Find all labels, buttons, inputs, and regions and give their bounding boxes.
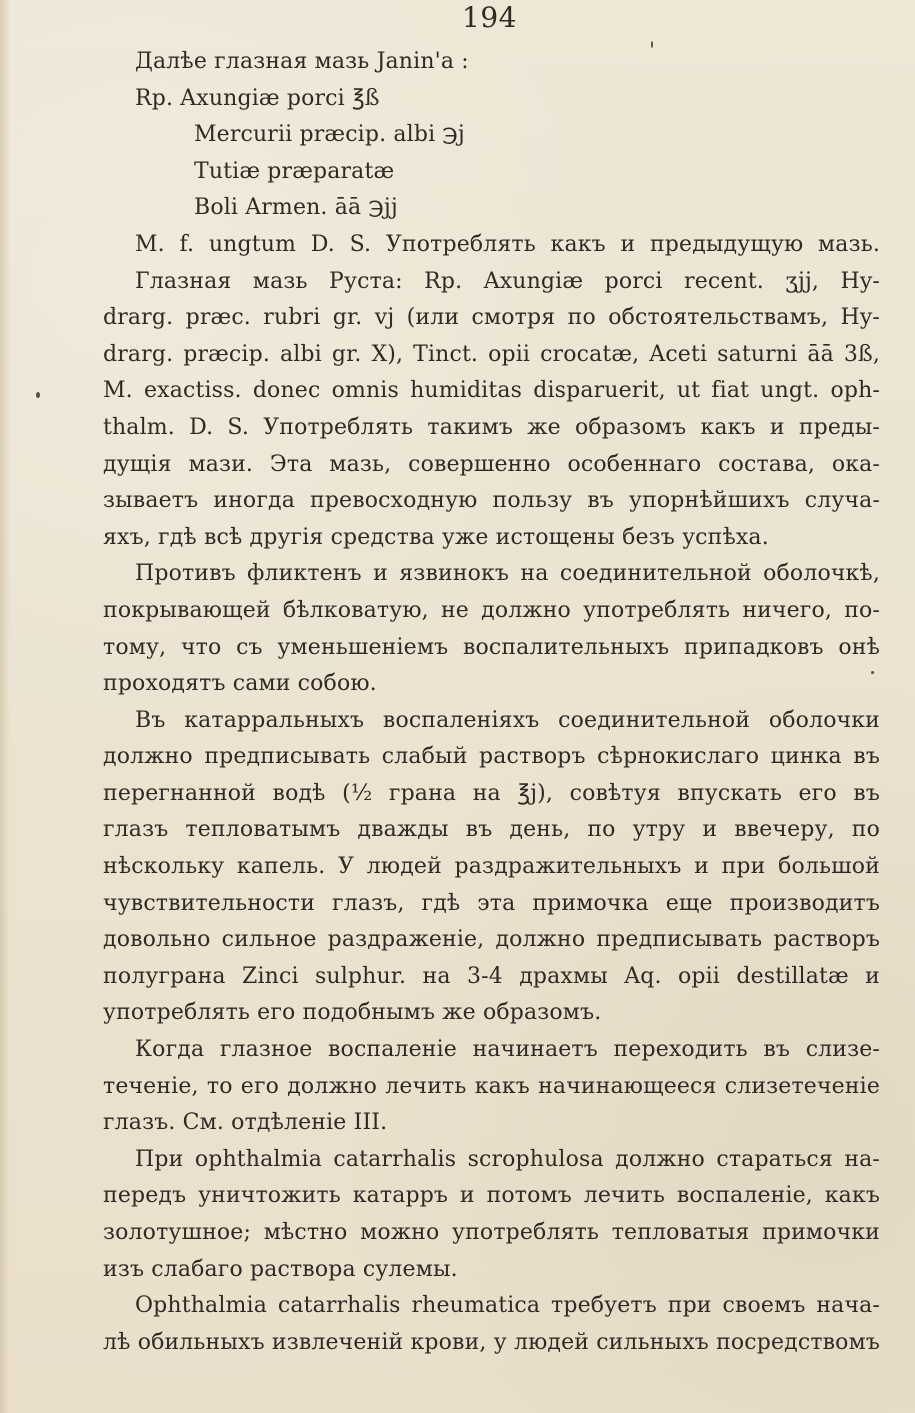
text-line: довольно сильное раздраженіе, должно предписывать растворъ: [103, 927, 880, 953]
text-line: При ophthalmia catarrhalis scrophulosa должно стараться на-: [135, 1146, 880, 1172]
text-line: Глазная мазь Руста: Rp. Axungiæ porci recent. ʒjj, Hy-: [135, 268, 880, 294]
text-line: тому, что съ уменьшеніемъ воспалительныхъ припадковъ онѣ: [103, 634, 880, 660]
text-line: изъ слабаго раствора сулемы.: [103, 1256, 458, 1282]
text-line: полуграна Zinci sulphur. на 3-4 драхмы Aq. opii destillatæ и: [103, 963, 880, 989]
text-line: зываетъ иногда превосходную пользу въ упорнѣйшихъ случа-: [103, 488, 880, 514]
text-line: Ophthalmia catarrhalis rheumatica требуетъ при своемъ нача-: [135, 1293, 880, 1319]
text-line: thalm. D. S. Употреблять такимъ же образомъ какъ и преды-: [103, 414, 880, 440]
text-line: должно предписывать слабый растворъ сѣрнокислаго цинка въ: [103, 744, 880, 770]
text-line: яхъ, гдѣ всѣ другія средства уже истощены безъ успѣха.: [103, 524, 769, 550]
text-line: чувствительности глазъ, гдѣ эта примочка еще производитъ: [103, 890, 880, 916]
text-line: M. f. ungtum D. S. Употреблять какъ и предыдущую мазь.: [135, 231, 880, 257]
text-line: нѣскольку капель. У людей раздражительныхъ и при большой: [103, 854, 880, 880]
text-line: золотушное; мѣстно можно употреблять тепловатыя примочки: [103, 1220, 880, 1245]
text-line: глазъ тепловатымъ дважды въ день, по утру и ввечеру, по: [103, 817, 880, 843]
text-line: Далѣе глазная мазь Janin'a :: [135, 49, 469, 74]
text-line: проходятъ сами собою.: [103, 671, 377, 697]
text-line: передъ уничтожить катарръ и потомъ лечить воспаленіе, какъ: [103, 1183, 880, 1209]
text-line: Въ катарральныхъ воспаленіяхъ соединительной оболочки: [135, 707, 880, 733]
text-line: Rp. Axungiæ porci ℥ß: [135, 85, 380, 111]
page-number: 194: [462, 1, 517, 34]
text-line: дущія мази. Эта мазь, совершенно особеннаго состава, ока-: [103, 451, 880, 477]
text-line: M. exactiss. donec omnis humiditas disparuerit, ut fiat ungt. oph-: [103, 378, 880, 404]
text-line: Boli Armen. āā ℈jj: [194, 195, 398, 221]
text-line: Mercurii præcip. albi ℈j: [194, 122, 465, 148]
text-line: Tutiæ præparatæ: [194, 158, 395, 184]
text-line: теченіе, то его должно лечить какъ начинающееся слизетеченіе: [103, 1073, 880, 1099]
left-margin-speck: [36, 392, 40, 398]
text-line: употреблять его подобнымъ же образомъ.: [103, 1000, 602, 1026]
text-line: лѣ обильныхъ извлеченій крови, у людей сильныхъ посредствомъ: [103, 1329, 880, 1355]
text-line: глазъ. См. отдѣленіе III.: [103, 1110, 388, 1136]
text-line: покрывающей бѣлковатую, не должно употреблять ничего, по-: [103, 597, 880, 623]
text-line: Противъ фликтенъ и язвинокъ на соединительной оболочкѣ,: [135, 561, 880, 587]
text-line: перегнанной водѣ (½ грана на ℥j), совѣтуя впускать его въ: [103, 780, 880, 806]
page-text: [103, 44, 880, 1361]
text-line: drarg. præc. rubri gr. vj (или смотря по обстоятельствамъ, Hy-: [103, 305, 880, 331]
page-edge-shadow: [0, 0, 10, 1413]
text-line: Когда глазное воспаленіе начинаетъ переходить въ слизе-: [135, 1037, 880, 1063]
text-line: drarg. præcip. albi gr. X), Tinct. opii crocatæ, Aceti saturni āā 3ß,: [103, 341, 880, 367]
